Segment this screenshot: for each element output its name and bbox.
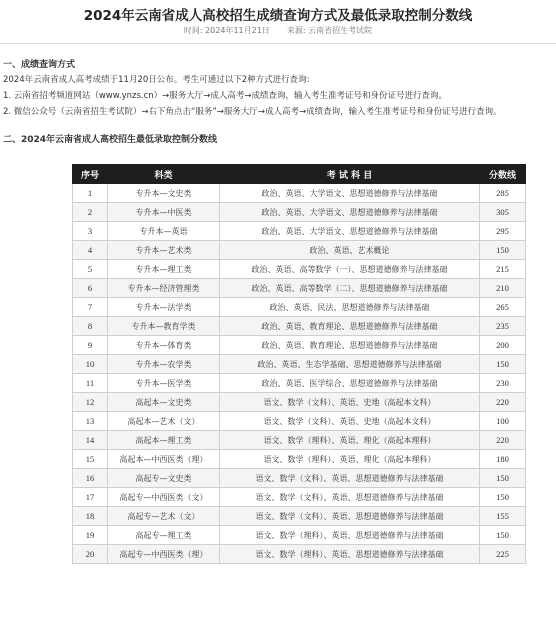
- source-value: 云南省招生考试院: [308, 26, 373, 35]
- table-row: [73, 526, 526, 545]
- header-subjects: 考 试 科 目: [220, 165, 480, 184]
- cell-category: 专升本—英语: [108, 222, 220, 241]
- header-index: 序号: [73, 165, 108, 184]
- score-table: [72, 164, 526, 564]
- table-row: [73, 431, 526, 450]
- query-method-website: 1. 云南省招考频道网站（www.ynzs.cn）→服务大厅→成人高考→成绩查询，输入考生准考证号和身份证号进行查询。: [3, 91, 448, 101]
- table-row: [73, 203, 526, 222]
- table-row: [73, 355, 526, 374]
- cell-subjects: 政治、英语、高等数学（二）、思想道德修养与法律基础: [220, 279, 480, 298]
- cell-category: 高起本—文史类: [108, 393, 220, 412]
- cell-index: 20: [73, 545, 108, 564]
- table-row: [73, 279, 526, 298]
- cell-score: 285: [480, 184, 526, 203]
- article-meta: [0, 25, 556, 36]
- cell-index: 6: [73, 279, 108, 298]
- table-row: [73, 336, 526, 355]
- cell-score: 100: [480, 412, 526, 431]
- cell-score: 220: [480, 431, 526, 450]
- cell-subjects: 政治、英语、民法、思想道德修养与法律基础: [220, 298, 480, 317]
- table-row: [73, 374, 526, 393]
- cell-score: 225: [480, 545, 526, 564]
- cell-subjects: 政治、英语、大学语文、思想道德修养与法律基础: [220, 203, 480, 222]
- cell-category: 专升本—医学类: [108, 374, 220, 393]
- table-header-row: [73, 165, 526, 184]
- cell-category: 专升本—文史类: [108, 184, 220, 203]
- cell-score: 150: [480, 241, 526, 260]
- cell-category: 专升本—中医类: [108, 203, 220, 222]
- section1-intro: 2024年云南省成人高考成绩于11月20日公布。考生可通过以下2种方式进行查询:: [3, 75, 310, 85]
- table-row: [73, 260, 526, 279]
- cell-index: 12: [73, 393, 108, 412]
- table-row: [73, 184, 526, 203]
- cell-subjects: 语文、数学（理科）、英语、理化（高起本理科）: [220, 450, 480, 469]
- cell-score: 150: [480, 488, 526, 507]
- cell-index: 13: [73, 412, 108, 431]
- section2-heading: 二、2024年云南省成人高校招生最低录取控制分数线: [3, 135, 218, 145]
- cell-index: 1: [73, 184, 108, 203]
- cell-index: 4: [73, 241, 108, 260]
- cell-subjects: 语文、数学（理科）、英语、思想道德修养与法律基础: [220, 545, 480, 564]
- table-row: [73, 507, 526, 526]
- cell-category: 高起本—艺术（文）: [108, 412, 220, 431]
- cell-category: 专升本—理工类: [108, 260, 220, 279]
- cell-subjects: 语文、数学（理科）、英语、理化（高起本理科）: [220, 431, 480, 450]
- cell-category: 高起本—中西医类（理）: [108, 450, 220, 469]
- cell-category: 专升本—艺术类: [108, 241, 220, 260]
- cell-category: 专升本—农学类: [108, 355, 220, 374]
- cell-subjects: 语文、数学（文科）、英语、思想道德修养与法律基础: [220, 469, 480, 488]
- cell-category: 专升本—体育类: [108, 336, 220, 355]
- table-row: [73, 393, 526, 412]
- cell-subjects: 语文、数学（文科）、英语、史地（高起本文科）: [220, 412, 480, 431]
- cell-category: 高起专—文史类: [108, 469, 220, 488]
- table-row: [73, 450, 526, 469]
- cell-subjects: 政治、英语、大学语文、思想道德修养与法律基础: [220, 184, 480, 203]
- cell-index: 17: [73, 488, 108, 507]
- cell-subjects: 政治、英语、高等数学（一）、思想道德修养与法律基础: [220, 260, 480, 279]
- cell-score: 235: [480, 317, 526, 336]
- cell-score: 155: [480, 507, 526, 526]
- table-row: [73, 469, 526, 488]
- source-label: 来源:: [286, 26, 306, 35]
- cell-subjects: 语文、数学（文科）、英语、思想道德修养与法律基础: [220, 488, 480, 507]
- time-value: 2024年11月21日: [205, 26, 270, 35]
- cell-index: 19: [73, 526, 108, 545]
- cell-score: 200: [480, 336, 526, 355]
- table-row: [73, 222, 526, 241]
- cell-score: 215: [480, 260, 526, 279]
- cell-index: 5: [73, 260, 108, 279]
- cell-index: 9: [73, 336, 108, 355]
- cell-subjects: 政治、英语、大学语文、思想道德修养与法律基础: [220, 222, 480, 241]
- time-label: 时间:: [183, 26, 203, 35]
- cell-index: 16: [73, 469, 108, 488]
- cell-score: 265: [480, 298, 526, 317]
- cell-category: 专升本—法学类: [108, 298, 220, 317]
- cell-score: 305: [480, 203, 526, 222]
- cell-index: 10: [73, 355, 108, 374]
- cell-index: 15: [73, 450, 108, 469]
- cell-subjects: 语文、数学（文科）、英语、史地（高起本文科）: [220, 393, 480, 412]
- cell-index: 8: [73, 317, 108, 336]
- header-category: 科类: [108, 165, 220, 184]
- table-row: [73, 241, 526, 260]
- cell-subjects: 政治、英语、教育理论、思想道德修养与法律基础: [220, 317, 480, 336]
- cell-score: 295: [480, 222, 526, 241]
- cell-score: 150: [480, 355, 526, 374]
- cell-subjects: 政治、英语、艺术概论: [220, 241, 480, 260]
- cell-score: 150: [480, 469, 526, 488]
- cell-category: 高起专—中西医类（理）: [108, 545, 220, 564]
- cell-index: 14: [73, 431, 108, 450]
- page-title: 2024年云南省成人高校招生成绩查询方式及最低录取控制分数线: [83, 8, 473, 24]
- table-row: [73, 298, 526, 317]
- cell-score: 180: [480, 450, 526, 469]
- cell-score: 230: [480, 374, 526, 393]
- cell-category: 专升本—经济管理类: [108, 279, 220, 298]
- cell-index: 7: [73, 298, 108, 317]
- cell-score: 220: [480, 393, 526, 412]
- table-row: [73, 545, 526, 564]
- cell-subjects: 语文、数学（文科）、英语、思想道德修养与法律基础: [220, 507, 480, 526]
- query-method-wechat: 2. 微信公众号（云南省招生考试院）→右下角点击“服务”→服务大厅→成人高考→成绩查询，输入考生准考证号和身份证号进行查询。: [3, 107, 502, 117]
- cell-subjects: 语文、数学（理科）、英语、思想道德修养与法律基础: [220, 526, 480, 545]
- cell-subjects: 政治、英语、教育理论、思想道德修养与法律基础: [220, 336, 480, 355]
- cell-subjects: 政治、英语、医学综合、思想道德修养与法律基础: [220, 374, 480, 393]
- header-divider: [0, 43, 556, 44]
- section1-heading: 一、成绩查询方式: [3, 60, 76, 70]
- cell-score: 150: [480, 526, 526, 545]
- cell-category: 专升本—教育学类: [108, 317, 220, 336]
- cell-subjects: 政治、英语、生态学基础、思想道德修养与法律基础: [220, 355, 480, 374]
- cell-category: 高起专—中西医类（文）: [108, 488, 220, 507]
- cell-index: 11: [73, 374, 108, 393]
- cell-index: 3: [73, 222, 108, 241]
- table-row: [73, 317, 526, 336]
- cell-category: 高起专—艺术（文）: [108, 507, 220, 526]
- cell-index: 2: [73, 203, 108, 222]
- cell-score: 210: [480, 279, 526, 298]
- cell-category: 高起专—理工类: [108, 526, 220, 545]
- cell-index: 18: [73, 507, 108, 526]
- table-row: [73, 488, 526, 507]
- table-row: [73, 412, 526, 431]
- header-score: 分数线: [480, 165, 526, 184]
- cell-category: 高起本—理工类: [108, 431, 220, 450]
